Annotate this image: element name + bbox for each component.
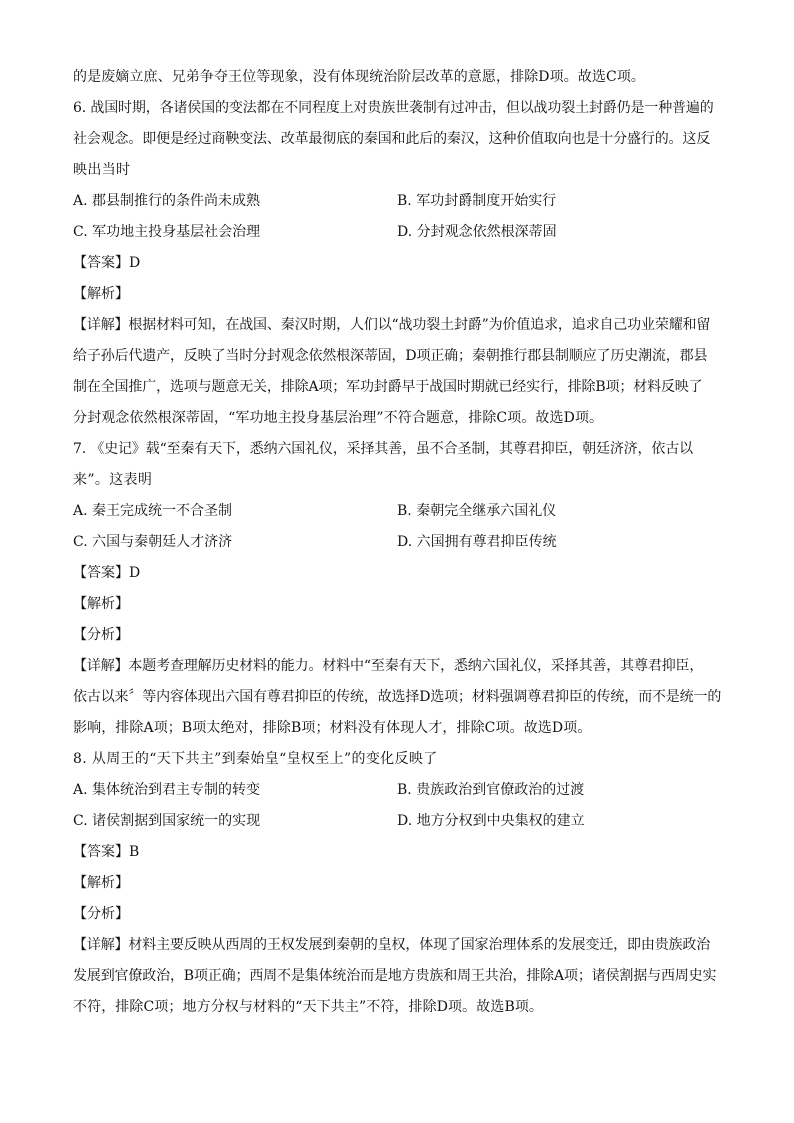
q6-option-d: D. 分封观念依然根深蒂固 <box>397 224 557 240</box>
q6-options-row-1 <box>73 186 723 217</box>
q8-stem: 8. 从周王的“天下共主”到秦始皇“皇权至上”的变化反映了 <box>73 751 438 767</box>
q8-analysis-label: 【解析】 <box>73 875 129 891</box>
q8-option-a: A. 集体统治到君主专制的转变 <box>73 782 261 798</box>
q7-stem-line-2: 来”。这表明 <box>73 472 153 488</box>
q7-options-row-2 <box>73 527 723 558</box>
q6-answer: 【答案】D <box>73 255 141 271</box>
q6-stem-line-3: 映出当时 <box>73 162 131 178</box>
q8-detail-line-2: 发展到官僚政治，B项正确；西周不是集体统治而是地方贵族和周王共治，排除A项；诸侯割据与西周史实 <box>73 968 717 984</box>
q8-option-c: C. 诸侯割据到国家统一的实现 <box>73 813 261 829</box>
q7-option-b: B. 秦朝完全继承六国礼仪 <box>397 503 557 519</box>
q8-detail-line-1: 【详解】材料主要反映从西周的王权发展到秦朝的皇权，体现了国家治理体系的发展变迁，即由贵族政治 <box>73 937 711 953</box>
q7-detail-line-1: 【详解】本题考查理解历史材料的能力。材料中“至秦有天下，悉纳六国礼仪，采择其善，其尊君抑臣， <box>73 658 704 674</box>
q6-analysis-label: 【解析】 <box>73 286 129 302</box>
q6-detail-line-2: 给子孙后代遗产，反映了当时分封观念依然根深蒂固，D项正确；秦朝推行郡县制顺应了历史潮流，郡县 <box>73 348 708 364</box>
q7-stem-line-1: 7. 《史记》载“至秦有天下，悉纳六国礼仪，采择其善，虽不合圣制，其尊君抑臣，朝廷济济，依古以 <box>73 441 693 457</box>
q8-option-b: B. 贵族政治到官僚政治的过渡 <box>397 782 585 798</box>
q6-detail-line-4: 分封观念依然根深蒂固，“军功地主投身基层治理”不符合题意，排除C项。故选D项。 <box>73 410 604 426</box>
q7-option-d: D. 六国拥有尊君抑臣传统 <box>397 534 557 550</box>
q6-stem-line-1: 6. 战国时期，各诸侯国的变法都在不同程度上对贵族世袭制有过冲击，但以战功裂土封爵仍是一种普遍的 <box>73 100 714 116</box>
prev-answer-tail: 的是废嫡立庶、兄弟争夺王位等现象，没有体现统治阶层改革的意愿，排除D项。故选C项。 <box>73 69 646 85</box>
q7-fenxi-label: 【分析】 <box>73 627 129 643</box>
q7-options-row-1 <box>73 496 723 527</box>
q7-answer: 【答案】D <box>73 565 141 581</box>
q7-detail-line-2: 依古以来〞等内容体现出六国有尊君抑臣的传统，故选择D选项；材料强调尊君抑臣的传统，而不是统一的 <box>73 689 722 705</box>
q8-options-row-2 <box>73 806 723 837</box>
q8-options-row-1 <box>73 775 723 806</box>
q7-analysis-label: 【解析】 <box>73 596 129 612</box>
q7-detail-line-3: 影响，排除A项；B项太绝对，排除B项；材料没有体现人才，排除C项。故选D项。 <box>73 720 592 736</box>
q8-fenxi-label: 【分析】 <box>73 906 129 922</box>
q6-option-b: B. 军功封爵制度开始实行 <box>397 193 557 209</box>
q6-option-a: A. 郡县制推行的条件尚未成熟 <box>73 193 261 209</box>
q7-option-c: C. 六国与秦朝廷人才济济 <box>73 534 233 550</box>
q6-detail-line-1: 【详解】根据材料可知，在战国、秦汉时期，人们以“战功裂土封爵”为价值追求，追求自己功业荣耀和留 <box>73 317 711 333</box>
q6-stem-line-2: 社会观念。即便是经过商鞅变法、改革最彻底的秦国和此后的秦汉，这种价值取向也是十分盛行的。这反 <box>73 131 711 147</box>
q8-detail-line-3: 不符，排除C项；地方分权与材料的“天下共主”不符，排除D项。故选B项。 <box>73 999 544 1015</box>
q6-option-c: C. 军功地主投身基层社会治理 <box>73 224 261 240</box>
q8-option-d: D. 地方分权到中央集权的建立 <box>397 813 585 829</box>
q7-option-a: A. 秦王完成统一不合圣制 <box>73 503 233 519</box>
document-page <box>73 62 723 1023</box>
q6-options-row-2 <box>73 217 723 248</box>
q6-detail-line-3: 制在全国推广，选项与题意无关，排除A项；军功封爵早于战国时期就已经实行，排除B项；材料反映了 <box>73 379 703 395</box>
q8-answer: 【答案】B <box>73 844 140 860</box>
